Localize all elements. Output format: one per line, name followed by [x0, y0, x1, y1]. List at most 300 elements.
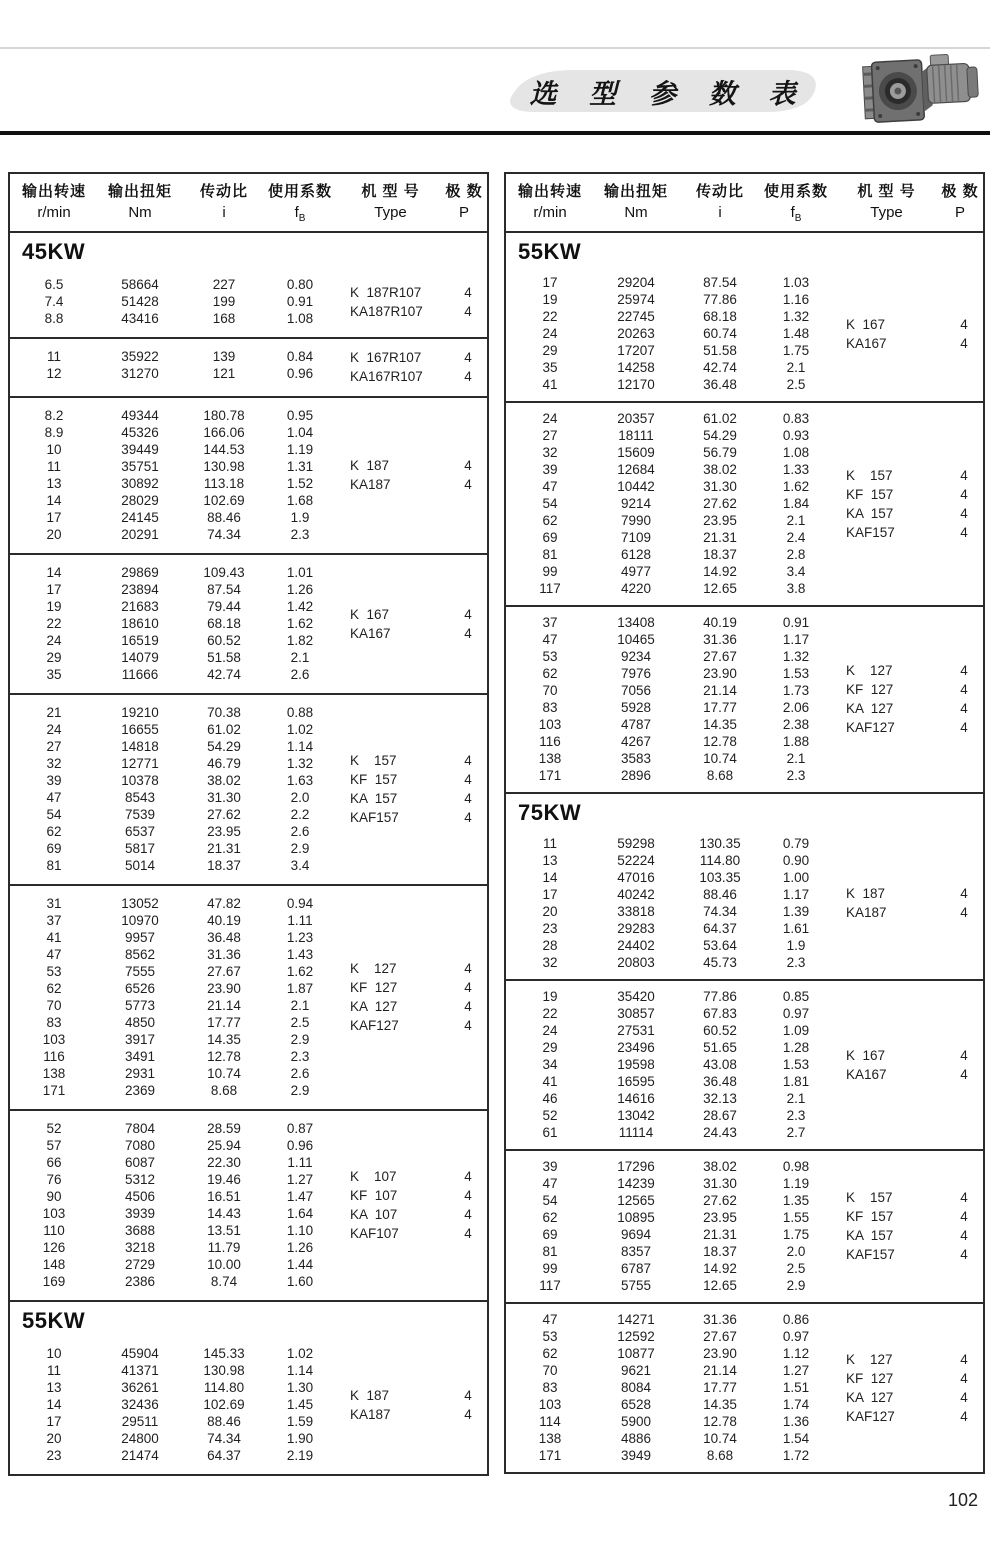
cell-type: K 187	[350, 1387, 390, 1403]
cell-type: KA187	[846, 905, 887, 920]
block-rows	[14, 564, 338, 683]
cell-poles: 4	[960, 1047, 968, 1063]
cell-speed: 34	[542, 1057, 558, 1072]
cell-service-factor: 0.90	[782, 853, 810, 868]
type-row	[338, 302, 485, 321]
type-row	[338, 1205, 485, 1224]
cell-torque: 20291	[121, 527, 159, 542]
cell-ratio: 51.65	[703, 1040, 737, 1055]
cell-service-factor: 2.3	[290, 527, 310, 542]
cell-speed: 103	[538, 717, 562, 732]
cell-service-factor: 2.38	[782, 717, 810, 732]
cell-torque: 2386	[124, 1274, 156, 1289]
table-row	[510, 631, 834, 648]
table-row	[510, 308, 834, 325]
cell-service-factor: 1.17	[782, 632, 810, 647]
cell-service-factor: 0.97	[782, 1006, 810, 1021]
type-row	[338, 624, 485, 643]
cell-torque: 59298	[617, 836, 655, 851]
type-row	[834, 523, 981, 542]
cell-speed: 37	[542, 615, 558, 630]
cell-ratio: 102.69	[203, 493, 245, 508]
cell-ratio: 56.79	[703, 445, 737, 460]
cell-torque: 8562	[124, 947, 156, 962]
cell-poles: 4	[464, 1226, 472, 1241]
type-row	[338, 1224, 485, 1243]
table-row	[14, 615, 338, 632]
table-row	[14, 946, 338, 963]
cell-type: KAF127	[350, 1018, 399, 1033]
cell-service-factor: 2.5	[786, 377, 806, 392]
cell-speed: 57	[46, 1138, 62, 1153]
cell-service-factor: 2.5	[290, 1015, 310, 1030]
cell-ratio: 28.67	[703, 1108, 737, 1123]
cell-torque: 29511	[121, 1414, 159, 1429]
cell-torque: 7976	[620, 666, 652, 681]
cell-torque: 10877	[617, 1346, 655, 1361]
cell-torque: 8543	[124, 790, 156, 805]
cell-service-factor: 1.9	[786, 938, 806, 953]
cell-type: KF 157	[846, 486, 894, 502]
cell-speed: 62	[46, 981, 62, 996]
table-row	[510, 1090, 834, 1107]
cell-service-factor: 1.14	[286, 1363, 314, 1378]
cell-speed: 23	[542, 921, 558, 936]
cell-poles: 4	[464, 1169, 472, 1184]
model-block	[506, 401, 983, 605]
cell-service-factor: 1.73	[782, 683, 810, 698]
cell-service-factor: 0.88	[286, 705, 314, 720]
cell-service-factor: 1.59	[286, 1414, 314, 1429]
cell-service-factor: 2.3	[786, 955, 806, 970]
cell-ratio: 8.74	[210, 1274, 238, 1289]
cell-torque: 7109	[620, 530, 652, 545]
table-row	[510, 682, 834, 699]
cell-speed: 47	[542, 632, 558, 647]
cell-ratio: 88.46	[703, 887, 737, 902]
cell-service-factor: 2.1	[786, 360, 806, 375]
block-rows	[14, 407, 338, 543]
cell-service-factor: 1.09	[782, 1023, 810, 1038]
cell-torque: 6526	[124, 981, 156, 996]
cell-torque: 52224	[617, 853, 655, 868]
cell-service-factor: 1.75	[782, 343, 810, 358]
cell-service-factor: 0.97	[782, 1329, 810, 1344]
cell-torque: 7080	[124, 1138, 156, 1153]
type-row	[338, 997, 485, 1016]
cell-service-factor: 2.1	[290, 650, 310, 665]
cell-ratio: 27.67	[703, 649, 737, 664]
cell-service-factor: 0.84	[286, 349, 314, 364]
type-row	[834, 1065, 981, 1084]
cell-ratio: 130.35	[699, 836, 741, 851]
cell-service-factor: 2.06	[782, 700, 810, 715]
cell-ratio: 27.67	[207, 964, 241, 979]
type-row	[338, 1386, 485, 1405]
cell-ratio: 74.34	[207, 527, 241, 542]
cell-type: KA 127	[846, 701, 894, 716]
section-heading-55kw: 55KW	[518, 239, 582, 264]
cell-type: KA187R107	[350, 303, 423, 319]
cell-service-factor: 0.80	[286, 277, 314, 292]
cell-service-factor: 1.08	[286, 311, 314, 326]
table-row	[510, 852, 834, 869]
cell-ratio: 113.18	[203, 476, 245, 491]
col-header-speed: 输出转速 r/min	[21, 183, 86, 221]
table-row	[510, 1107, 834, 1124]
table-row	[14, 1379, 338, 1396]
table-row	[510, 546, 834, 563]
cell-service-factor: 0.83	[782, 411, 810, 426]
cell-torque: 12565	[617, 1193, 655, 1208]
cell-service-factor: 0.96	[286, 366, 314, 381]
cell-poles: 4	[960, 663, 968, 678]
cell-service-factor: 2.3	[786, 1108, 806, 1123]
cell-service-factor: 2.1	[786, 751, 806, 766]
table-row	[510, 342, 834, 359]
cell-torque: 14616	[617, 1091, 655, 1106]
cell-ratio: 40.19	[207, 913, 241, 928]
cell-ratio: 18.37	[703, 547, 737, 562]
cell-torque: 5755	[620, 1278, 652, 1293]
cell-service-factor: 1.36	[782, 1414, 810, 1429]
cell-service-factor: 1.47	[286, 1189, 314, 1204]
table-row	[510, 359, 834, 376]
table-row	[510, 767, 834, 784]
cell-speed: 24	[46, 722, 62, 737]
cell-service-factor: 1.35	[782, 1193, 810, 1208]
table-row	[510, 427, 834, 444]
cell-torque: 4220	[620, 581, 652, 596]
cell-service-factor: 0.98	[782, 1159, 810, 1174]
block-rows	[510, 835, 834, 971]
table-row	[14, 564, 338, 581]
left-parameter-table	[8, 172, 489, 1476]
cell-poles: 4	[960, 316, 968, 332]
cell-service-factor: 0.93	[782, 428, 810, 443]
cell-torque: 6128	[620, 547, 652, 562]
cell-type: K 167R107	[350, 350, 422, 365]
cell-service-factor: 3.4	[290, 858, 310, 873]
table-row	[510, 529, 834, 546]
cell-ratio: 60.52	[207, 633, 241, 648]
cell-service-factor: 1.84	[782, 496, 810, 511]
model-block	[506, 1149, 983, 1302]
cell-ratio: 18.37	[207, 858, 241, 873]
cell-poles: 4	[464, 284, 472, 300]
cell-torque: 2729	[124, 1257, 156, 1272]
gear-motor-icon	[858, 50, 986, 134]
table-row	[510, 1226, 834, 1243]
cell-speed: 39	[46, 773, 62, 788]
cell-service-factor: 1.81	[782, 1074, 810, 1089]
table-row	[14, 1256, 338, 1273]
cell-type: KF 107	[350, 1188, 398, 1203]
cell-torque: 4787	[620, 717, 652, 732]
cell-torque: 9694	[620, 1227, 652, 1242]
cell-type: KA167R107	[350, 369, 423, 384]
cell-torque: 16595	[617, 1074, 655, 1089]
cell-service-factor: 1.32	[782, 309, 810, 324]
cell-speed: 116	[539, 734, 561, 749]
cell-ratio: 114.80	[203, 1380, 245, 1395]
cell-service-factor: 2.9	[786, 1278, 806, 1293]
cell-torque: 3688	[124, 1223, 156, 1238]
cell-poles: 4	[960, 1247, 968, 1262]
model-block	[506, 828, 983, 979]
cell-torque: 31270	[121, 366, 159, 381]
cell-torque: 7555	[124, 964, 156, 979]
cell-speed: 70	[542, 683, 558, 698]
table-row	[14, 963, 338, 980]
cell-service-factor: 1.26	[286, 582, 314, 597]
table-row	[14, 929, 338, 946]
cell-torque: 35420	[617, 989, 655, 1004]
cell-ratio: 12.78	[207, 1049, 241, 1064]
cell-torque: 20357	[617, 411, 655, 426]
cell-ratio: 88.46	[207, 1414, 241, 1429]
cell-torque: 12684	[617, 462, 655, 477]
table-row	[14, 598, 338, 615]
cell-service-factor: 1.11	[287, 1155, 313, 1170]
col-header-type: 机 型 号 Type	[361, 183, 420, 221]
model-block	[10, 884, 487, 1109]
cell-ratio: 38.02	[703, 1159, 737, 1174]
table-row	[510, 410, 834, 427]
cell-service-factor: 0.96	[286, 1138, 314, 1153]
cell-poles: 4	[960, 720, 968, 735]
type-row	[338, 1186, 485, 1205]
table-row	[14, 1222, 338, 1239]
cell-ratio: 53.64	[703, 938, 737, 953]
cell-speed: 171	[538, 768, 562, 783]
cell-speed: 52	[46, 1121, 62, 1136]
cell-type: K 127	[846, 1351, 893, 1367]
cell-torque: 5817	[124, 841, 156, 856]
table-row	[14, 721, 338, 738]
block-types	[834, 410, 981, 597]
table-row	[510, 1413, 834, 1430]
cell-type: KA 157	[350, 791, 398, 806]
cell-ratio: 12.78	[703, 734, 737, 749]
cell-torque: 12771	[121, 756, 159, 771]
cell-torque: 33818	[617, 904, 655, 919]
table-row	[14, 1065, 338, 1082]
cell-poles: 4	[464, 369, 472, 384]
block-types	[834, 274, 981, 393]
cell-torque: 19598	[617, 1057, 655, 1072]
cell-torque: 24145	[121, 510, 159, 525]
page-title-banner	[502, 66, 822, 116]
type-row	[338, 959, 485, 978]
cell-type: KAF157	[846, 1247, 895, 1262]
cell-torque: 27531	[617, 1023, 655, 1038]
table-row	[510, 869, 834, 886]
cell-ratio: 43.08	[703, 1057, 737, 1072]
cell-ratio: 17.77	[207, 1015, 241, 1030]
right-table-header	[506, 174, 983, 233]
cell-speed: 13	[542, 853, 558, 868]
table-row	[14, 1188, 338, 1205]
cell-speed: 20	[46, 527, 62, 542]
cell-ratio: 21.14	[703, 1363, 737, 1378]
block-rows	[14, 1120, 338, 1290]
type-row	[834, 1407, 981, 1426]
cell-service-factor: 2.3	[786, 768, 806, 783]
table-row	[14, 276, 338, 293]
cell-torque: 12592	[617, 1329, 655, 1344]
cell-speed: 7.4	[44, 294, 64, 309]
cell-speed: 114	[539, 1414, 561, 1429]
type-row	[834, 903, 981, 922]
cell-ratio: 12.78	[703, 1414, 737, 1429]
cell-type: KF 157	[350, 772, 398, 787]
cell-speed: 47	[542, 1312, 558, 1327]
cell-speed: 17	[542, 275, 558, 290]
cell-speed: 126	[42, 1240, 66, 1255]
table-row	[510, 716, 834, 733]
cell-torque: 10442	[617, 479, 655, 494]
cell-ratio: 103.35	[699, 870, 741, 885]
cell-torque: 5014	[124, 858, 156, 873]
table-row	[510, 1430, 834, 1447]
cell-ratio: 10.74	[703, 1431, 737, 1446]
cell-torque: 5900	[620, 1414, 652, 1429]
cell-ratio: 31.36	[703, 1312, 737, 1327]
table-row	[14, 1345, 338, 1362]
cell-speed: 19	[542, 292, 558, 307]
table-row	[510, 937, 834, 954]
block-types	[338, 1345, 485, 1464]
cell-torque: 10970	[121, 913, 159, 928]
cell-service-factor: 2.9	[290, 841, 310, 856]
cell-ratio: 17.77	[703, 1380, 737, 1395]
cell-service-factor: 1.68	[286, 493, 314, 508]
cell-torque: 10465	[617, 632, 655, 647]
table-row	[14, 980, 338, 997]
cell-speed: 47	[542, 479, 558, 494]
cell-ratio: 8.68	[706, 768, 734, 783]
model-block	[10, 693, 487, 884]
model-block	[10, 1109, 487, 1300]
cell-service-factor: 1.02	[286, 722, 314, 737]
cell-ratio: 139	[212, 349, 236, 364]
cell-service-factor: 2.6	[290, 1066, 310, 1081]
cell-torque: 7056	[620, 683, 652, 698]
type-row	[834, 699, 981, 718]
cell-ratio: 32.13	[703, 1091, 737, 1106]
block-rows	[14, 895, 338, 1099]
type-row	[338, 348, 485, 367]
cell-poles: 4	[464, 625, 472, 641]
cell-poles: 4	[464, 961, 472, 976]
cell-ratio: 11.79	[207, 1240, 241, 1255]
cell-type: KA167	[846, 335, 887, 351]
type-row	[834, 485, 981, 504]
cell-service-factor: 0.85	[782, 989, 810, 1004]
cell-poles: 4	[960, 1389, 968, 1405]
cell-type: K 127	[846, 663, 893, 678]
cell-ratio: 74.34	[703, 904, 737, 919]
cell-speed: 13	[46, 1380, 62, 1395]
cell-service-factor: 2.7	[786, 1125, 806, 1140]
cell-poles: 4	[464, 606, 472, 622]
cell-service-factor: 1.01	[286, 565, 314, 580]
table-row	[14, 1031, 338, 1048]
cell-torque: 4267	[620, 734, 652, 749]
cell-speed: 27	[542, 428, 558, 443]
cell-torque: 21683	[121, 599, 159, 614]
cell-service-factor: 0.87	[286, 1121, 314, 1136]
cell-torque: 45904	[121, 1346, 159, 1361]
cell-service-factor: 0.94	[286, 896, 314, 911]
type-row	[338, 789, 485, 808]
table-row	[14, 1048, 338, 1065]
cell-speed: 46	[542, 1091, 558, 1106]
cell-torque: 35922	[121, 349, 159, 364]
type-row	[834, 884, 981, 903]
cell-speed: 29	[46, 650, 62, 665]
table-row	[510, 1209, 834, 1226]
col-header-speed: 输出转速 r/min	[517, 183, 582, 221]
table-row	[14, 1082, 338, 1099]
cell-speed: 22	[542, 1006, 558, 1021]
cell-speed: 14	[46, 565, 62, 580]
cell-speed: 76	[46, 1172, 62, 1187]
table-row	[14, 348, 338, 365]
cell-speed: 32	[542, 955, 558, 970]
cell-ratio: 121	[212, 366, 236, 381]
cell-poles: 4	[464, 1207, 472, 1222]
cell-service-factor: 1.63	[286, 773, 314, 788]
cell-ratio: 64.37	[207, 1448, 241, 1463]
table-row	[510, 988, 834, 1005]
table-row	[14, 666, 338, 683]
gear-motor-image	[858, 50, 986, 134]
table-row	[510, 1056, 834, 1073]
table-row	[14, 823, 338, 840]
cell-ratio: 102.69	[203, 1397, 245, 1412]
cell-speed: 171	[42, 1083, 66, 1098]
cell-speed: 117	[539, 1278, 561, 1293]
table-row	[510, 733, 834, 750]
table-row	[510, 1039, 834, 1056]
cell-type: K 167	[350, 606, 390, 622]
cell-ratio: 25.94	[207, 1138, 241, 1153]
cell-speed: 19	[542, 989, 558, 1004]
cell-speed: 11	[46, 1363, 61, 1378]
type-row	[338, 808, 485, 827]
cell-ratio: 61.02	[207, 722, 241, 737]
table-row	[510, 478, 834, 495]
cell-ratio: 14.35	[703, 1397, 737, 1412]
block-rows	[510, 614, 834, 784]
cell-type: KA167	[350, 625, 391, 641]
cell-speed: 66	[46, 1155, 62, 1170]
cell-torque: 23496	[617, 1040, 655, 1055]
cell-ratio: 61.02	[703, 411, 737, 426]
cell-speed: 29	[542, 343, 558, 358]
cell-poles: 4	[464, 810, 472, 825]
cell-torque: 24800	[121, 1431, 159, 1446]
cell-torque: 4506	[124, 1189, 156, 1204]
table-row	[510, 274, 834, 291]
table-row	[14, 365, 338, 382]
cell-type: KA187	[350, 1406, 391, 1422]
type-row	[338, 475, 485, 494]
cell-speed: 17	[46, 510, 62, 525]
cell-speed: 61	[542, 1125, 558, 1140]
